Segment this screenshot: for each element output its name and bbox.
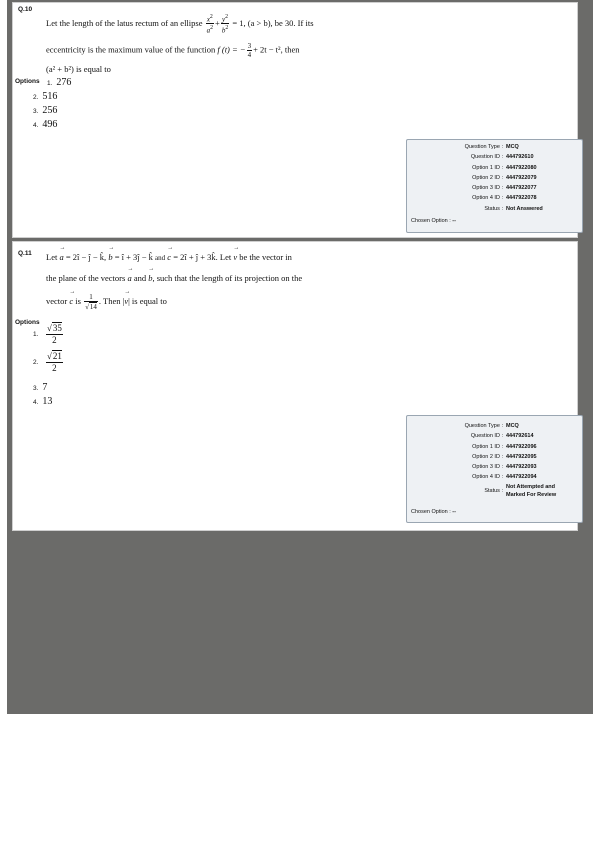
option-3-id: 4447922077	[506, 185, 537, 191]
question-text-line-3: vector → c is $\frac{1}{√14}$ . Then |→ v| is equal to	[46, 293, 167, 311]
question-panel-q10	[12, 2, 578, 238]
fraction-y2-b2: $\frac{y^2}{b^2}$	[221, 14, 229, 35]
option-4-id: 4447922094	[506, 474, 537, 480]
option-2-id: 4447922095	[506, 454, 537, 460]
question-text-line-1: Let the length of the latus rectum of an ellipse $\frac{x^2}{a^2}$ + $\frac{y^2}{b^2}$ = 1, (a > b), be 30. If its	[46, 14, 314, 35]
question-text-line-2: eccentricity is the maximum value of the function f (t) = − $\frac{3}{4}$ + 2t − t², then	[46, 42, 300, 59]
equation-condition: = 1, (a > b), be 30. If its	[232, 17, 314, 28]
question-number: Q.11	[18, 250, 32, 257]
question-text: Let the length of the latus rectum of an ellipse	[46, 17, 203, 28]
fraction-x2-a2: $\frac{x^2}{a^2}$	[206, 14, 214, 35]
question-type: MCQ	[506, 144, 519, 150]
question-info-box: Question Type : MCQ Question ID : 444792614 Option 1 ID : 4447922096 Option 2 ID : 4447922095 Option 3 ID : 4447922093 Option 4 ID : 4447922094 Status : Not Attempted and Marked For Review Chosen Option : --	[406, 415, 583, 523]
question-id: 444792610	[506, 154, 534, 160]
option-1: 1. 276	[47, 77, 72, 88]
chosen-option: Chosen Option : --	[411, 509, 456, 515]
option-1-id: 4447922080	[506, 165, 537, 171]
status-value: Not Answered	[506, 206, 543, 212]
option-3: 3. 7	[33, 382, 48, 393]
question-panel-q11	[12, 241, 578, 531]
question-info-box: Question Type : MCQ Question ID : 444792610 Option 1 ID : 4447922080 Option 2 ID : 4447922079 Option 3 ID : 4447922077 Option 4 ID : 4447922078 Status : Not Answered Chosen Option : --	[406, 139, 583, 233]
option-1-id: 4447922096	[506, 444, 537, 450]
option-4-id: 4447922078	[506, 195, 537, 201]
status-value-line-2: Marked For Review	[506, 492, 557, 498]
question-number: Q.10	[18, 6, 33, 13]
option-2: 2. $\frac{√21}{2}$	[33, 351, 62, 373]
option-4: 4. 13	[33, 396, 53, 407]
question-type: MCQ	[506, 423, 519, 429]
option-2: 2. 516	[33, 91, 58, 102]
chosen-option: Chosen Option : --	[411, 218, 456, 224]
status-value-line-1: Not Attempted and	[506, 484, 555, 490]
question-text-line-3: (a² + b²) is equal to	[46, 64, 111, 74]
question-text-line-1: Let → a = 2î − ĵ − k̂, → b = î + 3ĵ − k̂ and → c = 2î + ĵ + 3k̂. Let → v be the vector in	[46, 252, 292, 262]
option-3: 3. 256	[33, 105, 58, 116]
fraction-1-root14: $\frac{1}{√14}$	[85, 293, 97, 311]
question-text-line-2: the plane of the vectors → a and → b, such that the length of its projection on the	[46, 273, 302, 283]
options-label: Options	[15, 78, 40, 85]
option-2-id: 4447922079	[506, 175, 537, 181]
option-4: 4. 496	[33, 119, 58, 130]
options-label: Options	[15, 319, 40, 326]
option-1: 1. $\frac{√35}{2}$	[33, 323, 62, 345]
option-3-id: 4447922093	[506, 464, 537, 470]
fraction-3-4: $\frac{3}{4}$	[247, 42, 252, 59]
question-id: 444792614	[506, 433, 534, 439]
